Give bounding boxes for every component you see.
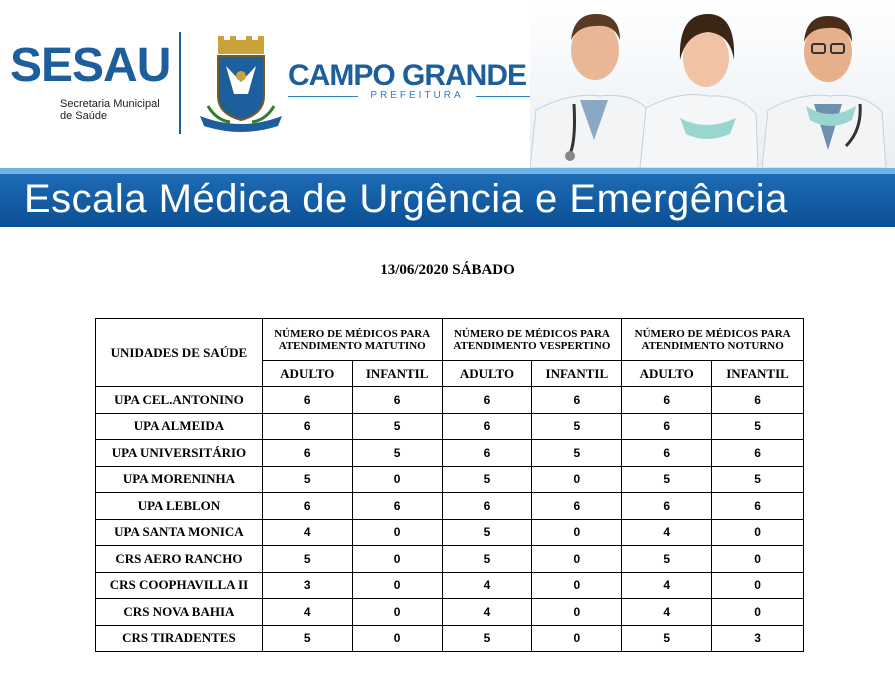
table-row xyxy=(96,625,804,652)
campo-grande-logo-text: CAMPO GRANDE xyxy=(288,59,527,92)
city-coat-of-arms-icon xyxy=(196,36,286,136)
unit-name-cell: UPA LEBLON xyxy=(96,493,263,520)
doctor-count-cell: 0 xyxy=(712,599,804,626)
doctor-count-cell: 0 xyxy=(532,625,622,652)
doctor-count-cell: 6 xyxy=(262,440,352,467)
doctor-count-cell: 4 xyxy=(442,599,532,626)
banner-title: Escala Médica de Urgência e Emergência xyxy=(24,177,788,221)
doctor-count-cell: 3 xyxy=(712,625,804,652)
doctor-count-cell: 0 xyxy=(352,572,442,599)
campo-grande-logo xyxy=(288,60,548,110)
doctor-count-cell: 5 xyxy=(622,625,712,652)
group-header-morning: NÚMERO DE MÉDICOS PARA ATENDIMENTO MATUTINO xyxy=(262,319,442,361)
doctor-count-cell: 0 xyxy=(352,546,442,573)
title-banner-stripe xyxy=(0,168,895,174)
sub-header-adult: ADULTO xyxy=(442,361,532,387)
table-row xyxy=(96,413,804,440)
doctor-count-cell: 5 xyxy=(532,413,622,440)
doctor-count-cell: 6 xyxy=(442,413,532,440)
doctor-count-cell: 6 xyxy=(262,387,352,414)
page-header xyxy=(0,0,895,168)
doctor-count-cell: 6 xyxy=(712,440,804,467)
sesau-subtitle xyxy=(60,98,160,122)
table-group-header-row xyxy=(96,319,804,361)
doctor-count-cell: 6 xyxy=(442,440,532,467)
doctor-count-cell: 6 xyxy=(622,413,712,440)
doctor-count-cell: 0 xyxy=(532,572,622,599)
unit-name-cell: CRS TIRADENTES xyxy=(96,625,263,652)
doctor-count-cell: 4 xyxy=(622,572,712,599)
doctor-count-cell: 4 xyxy=(262,599,352,626)
table-row xyxy=(96,440,804,467)
unit-name-cell: CRS NOVA BAHIA xyxy=(96,599,263,626)
doctor-count-cell: 5 xyxy=(262,546,352,573)
table-row xyxy=(96,599,804,626)
doctor-count-cell: 6 xyxy=(532,387,622,414)
doctor-count-cell: 4 xyxy=(262,519,352,546)
doctor-count-cell: 5 xyxy=(622,546,712,573)
doctor-count-cell: 5 xyxy=(442,466,532,493)
doctor-count-cell: 0 xyxy=(532,599,622,626)
table-row xyxy=(96,519,804,546)
unit-name-cell: UPA UNIVERSITÁRIO xyxy=(96,440,263,467)
doctor-count-cell: 6 xyxy=(352,493,442,520)
doctor-count-cell: 0 xyxy=(532,466,622,493)
doctor-count-cell: 4 xyxy=(622,519,712,546)
doctor-count-cell: 3 xyxy=(262,572,352,599)
doctor-count-cell: 5 xyxy=(712,413,804,440)
sesau-subtitle-line2: de Saúde xyxy=(60,110,108,122)
sesau-logo xyxy=(10,39,180,132)
doctor-count-cell: 0 xyxy=(532,519,622,546)
sub-header-child: INFANTIL xyxy=(352,361,442,387)
doctor-count-cell: 0 xyxy=(712,572,804,599)
doctor-count-cell: 5 xyxy=(262,466,352,493)
doctor-count-cell: 0 xyxy=(532,546,622,573)
doctor-count-cell: 5 xyxy=(622,466,712,493)
unit-name-cell: UPA CEL.ANTONINO xyxy=(96,387,263,414)
schedule-date: 13/06/2020 SÁBADO xyxy=(380,262,515,278)
unit-name-cell: CRS COOPHAVILLA II xyxy=(96,572,263,599)
doctor-count-cell: 0 xyxy=(352,599,442,626)
doctors-photo xyxy=(530,0,895,168)
doctor-count-cell: 4 xyxy=(622,599,712,626)
doctor-count-cell: 6 xyxy=(622,440,712,467)
schedule-table xyxy=(95,318,804,652)
unit-name-cell: UPA SANTA MONICA xyxy=(96,519,263,546)
unit-name-cell: UPA ALMEIDA xyxy=(96,413,263,440)
table-row xyxy=(96,466,804,493)
sesau-logo-text: SESAU xyxy=(10,39,171,92)
doctor-count-cell: 6 xyxy=(712,387,804,414)
doctor-count-cell: 6 xyxy=(352,387,442,414)
table-row xyxy=(96,546,804,573)
doctor-count-cell: 6 xyxy=(622,493,712,520)
doctor-count-cell: 5 xyxy=(262,625,352,652)
table-row xyxy=(96,493,804,520)
doctor-count-cell: 0 xyxy=(352,625,442,652)
sesau-subtitle-line1: Secretaria Municipal xyxy=(60,98,160,110)
sub-header-child: INFANTIL xyxy=(712,361,804,387)
doctor-count-cell: 6 xyxy=(532,493,622,520)
group-header-night: NÚMERO DE MÉDICOS PARA ATENDIMENTO NOTURNO xyxy=(622,319,804,361)
doctor-count-cell: 5 xyxy=(442,519,532,546)
doctor-count-cell: 5 xyxy=(352,440,442,467)
unit-column-header: UNIDADES DE SAÚDE xyxy=(96,319,263,387)
doctor-count-cell: 5 xyxy=(712,466,804,493)
sub-header-adult: ADULTO xyxy=(262,361,352,387)
doctor-count-cell: 6 xyxy=(442,387,532,414)
doctor-count-cell: 5 xyxy=(442,546,532,573)
doctor-count-cell: 6 xyxy=(712,493,804,520)
doctor-count-cell: 0 xyxy=(712,519,804,546)
sub-header-adult: ADULTO xyxy=(622,361,712,387)
prefeitura-subtitle: PREFEITURA xyxy=(288,90,546,101)
doctor-count-cell: 0 xyxy=(352,466,442,493)
doctor-count-cell: 5 xyxy=(532,440,622,467)
table-row xyxy=(96,572,804,599)
schedule-table-body xyxy=(96,387,804,652)
header-divider xyxy=(179,32,181,134)
doctor-count-cell: 4 xyxy=(442,572,532,599)
unit-name-cell: UPA MORENINHA xyxy=(96,466,263,493)
group-header-afternoon: NÚMERO DE MÉDICOS PARA ATENDIMENTO VESPERTINO xyxy=(442,319,622,361)
doctor-count-cell: 5 xyxy=(352,413,442,440)
doctor-count-cell: 6 xyxy=(262,493,352,520)
doctor-count-cell: 6 xyxy=(442,493,532,520)
doctor-count-cell: 0 xyxy=(352,519,442,546)
doctor-count-cell: 6 xyxy=(622,387,712,414)
unit-name-cell: CRS AERO RANCHO xyxy=(96,546,263,573)
sub-header-child: INFANTIL xyxy=(532,361,622,387)
table-row xyxy=(96,387,804,414)
doctor-count-cell: 6 xyxy=(262,413,352,440)
doctor-count-cell: 0 xyxy=(712,546,804,573)
doctor-count-cell: 5 xyxy=(442,625,532,652)
